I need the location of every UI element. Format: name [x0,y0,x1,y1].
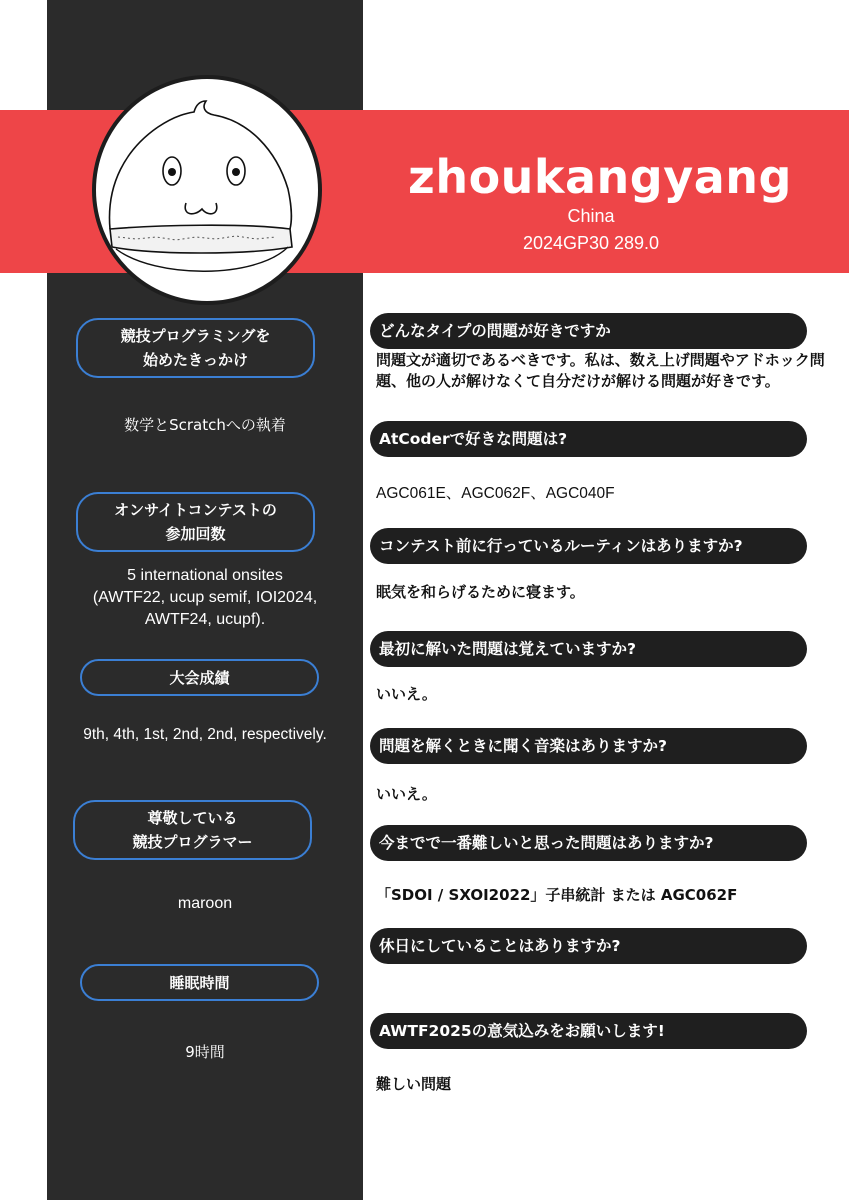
answer-8: 難しい問題 [376,1075,452,1093]
sidebar-value-results: 9th, 4th, 1st, 2nd, 2nd, respectively. [83,726,327,743]
sidebar-value-respected-coder: maroon [177,895,233,912]
question-4: 最初に解いた問題は覚えていますか? [370,631,807,667]
sidebar-value-sleep: 9時間 [185,1043,225,1061]
profile-name: zhoukangyang [408,150,792,204]
sidebar-title-sleep: 睡眠時間 [80,964,319,1001]
profile-rating: 2024GP30 289.0 [522,233,660,253]
answer-3: 眠気を和らげるために寝ます。 [376,583,585,601]
avatar-drawing-icon [96,79,318,301]
avatar [92,75,322,305]
profile-country: China [567,206,615,226]
sidebar-title-results: 大会成績 [80,659,319,696]
sidebar-title-motivation: 競技プログラミングを 始めたきっかけ [76,318,315,378]
sidebar-value-onsite-count: 5 international onsites (AWTF22, ucup semif, IOI2024, AWTF24, ucupf). [92,567,318,628]
question-2: AtCoderで好きな問題は? [370,421,807,457]
sidebar-title-respected-coder: 尊敬している 競技プログラマー [73,800,312,860]
answer-1: 問題文が適切であるべきです。私は、数え上げ問題やアドホック問題、他の人が解けなくて自分だけが解ける問題が好きです。 [376,351,825,390]
question-8: AWTF2025の意気込みをお願いします! [370,1013,807,1049]
answer-2: AGC061E、AGC062F、AGC040F [376,485,615,502]
question-3: コンテスト前に行っているルーティンはありますか? [370,528,807,564]
question-6: 今までで一番難しいと思った問題はありますか? [370,825,807,861]
answer-6: 「SDOI / SXOI2022」子串統計 または AGC062F [376,886,738,904]
sidebar-title-onsite-count: オンサイトコンテストの 参加回数 [76,492,315,552]
sidebar-value-motivation: 数学とScratchへの執着 [124,416,286,434]
question-7: 休日にしていることはありますか? [370,928,807,964]
question-5: 問題を解くときに聞く音楽はありますか? [370,728,807,764]
question-1: どんなタイプの問題が好きですか [370,313,807,349]
answer-4: いいえ。 [376,685,437,703]
answer-5: いいえ。 [376,785,437,803]
